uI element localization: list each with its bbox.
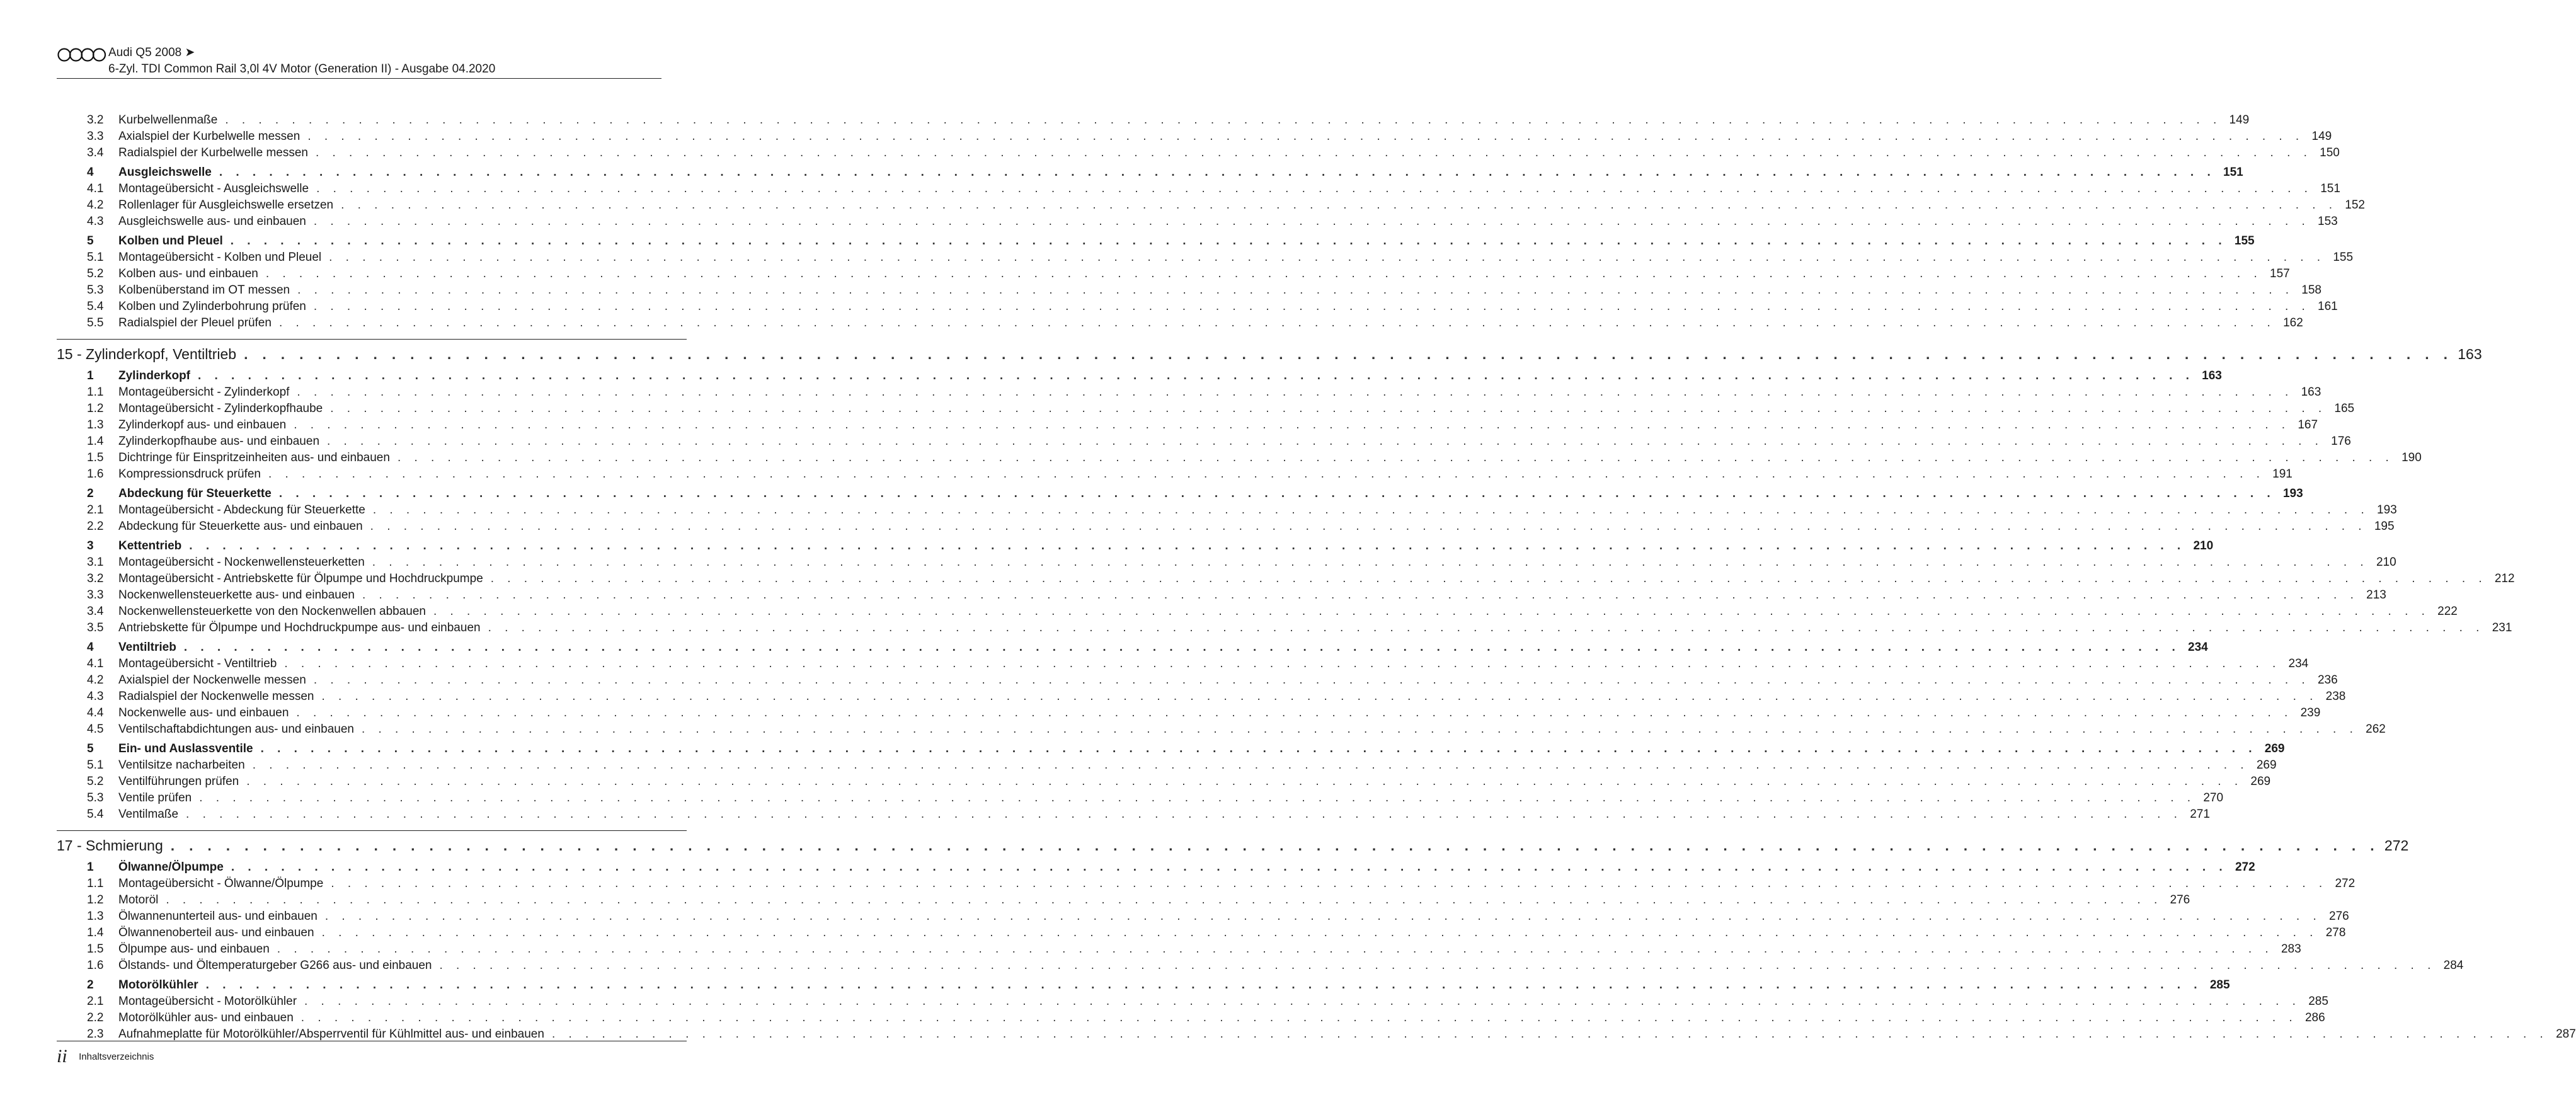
toc-leader-dots: . . . . . . . . . . . . . . . . . . . . . . . . . . . . . . . . . . . . . . . . . . . . . . . . . . . . . . . . . . . . . . . . . . . . . . . . . . . . . . . . . . . . . . . . . . . . . . . . . . . . . . . . . . . . . . . . . . . . . . . .	[265, 267, 2262, 280]
toc-page-number: 163	[2202, 369, 2222, 382]
toc-title: Radialspiel der Nockenwelle messen	[118, 690, 314, 703]
toc-title: Zylinderkopf	[118, 369, 191, 382]
toc-entry[interactable]	[57, 941, 2301, 958]
toc-title: Abdeckung für Steuerkette aus- und einbauen	[118, 520, 363, 533]
toc-number: 5.1	[87, 251, 104, 264]
toc-leader-dots: . . . . . . . . . . . . . . . . . . . . . . . . . . . . . . . . . . . . . . . . . . . . . . . . . . . . . . . . . . . . . . . . . . . . . . . . . . . . . . . . . . . . . . . . . . . . . . . . . . . . . . . . . . . . . . . . . . . . . . . .	[225, 113, 2222, 127]
toc-leader-dots: . . . . . . . . . . . . . . . . . . . . . . . . . . . . . . . . . . . . . . . . . . . . . . . . . . . . . . . . . . . . . . . . . . . . . . . . . . . . . . . . . . . . . . . . . . . . . . . . . . . . . . . . . . . . . . . . . . . . . . . .	[307, 130, 2304, 143]
toc-leader-dots: . . . . . . . . . . . . . . . . . . . . . . . . . . . . . . . . . . . . . . . . . . . . . . . . . . . . . . . . . . . . . . . . . . . . . . . . . . . . . . . . . . . . . . . . . . . . . . . . . . . . . . . . . . . . . . . . . . . . . . . .	[219, 166, 2216, 179]
toc-number: 4	[87, 166, 94, 179]
toc-page-number: 271	[2190, 808, 2210, 821]
toc-title: Kolben und Zylinderbohrung prüfen	[118, 300, 306, 313]
toc-entry[interactable]	[57, 249, 2354, 266]
toc-title: Nockenwellensteuerkette aus- und einbauen	[118, 588, 355, 602]
toc-leader-dots: . . . . . . . . . . . . . . . . . . . . . . . . . . . . . . . . . . . . . . . . . . . . . . . . . . . . . . . . . . . . . . . . . . . . . . . . . . . . . . . . . . . . . . . . . . . . . . . . . . . . . . . . . . . . . . . . . . . . . . . .	[321, 926, 2318, 939]
toc-entry[interactable]	[57, 466, 2293, 483]
toc-title: Ausgleichswelle	[118, 166, 212, 179]
toc-title: Motorölkühler aus- und einbauen	[118, 1011, 294, 1024]
audi-rings-icon	[57, 47, 107, 62]
toc-leader-dots: . . . . . . . . . . . . . . . . . . . . . . . . . . . . . . . . . . . . . . . . . . . . . . . . . . . . . . . . . . . . . . . . . . . . . . . . . . . . . . . . . . . . . . . . . . . . . . . . . . . . . . . . . . . . . . . . . . . . . . . .	[297, 386, 2294, 399]
toc-entry[interactable]	[57, 571, 2515, 587]
table-of-contents	[57, 112, 2576, 1043]
toc-page-number: 236	[2317, 673, 2338, 687]
toc-leader-dots: . . . . . . . . . . . . . . . . . . . . . . . . . . . . . . . . . . . . . . . . . . . . . . . . . . . . . . . . . . . . . . . . . . . . . . . . . . . . . . . . . . . . . . . . . . . . . . . . . . . . . . . . . . . . . . . . . . . . . . . .	[341, 198, 2337, 212]
toc-title: Montageübersicht - Ventiltrieb	[118, 657, 277, 670]
toc-title: Kompressionsdruck prüfen	[118, 467, 261, 481]
toc-leader-dots: . . . . . . . . . . . . . . . . . . . . . . . . . . . . . . . . . . . . . . . . . . . . . . . . . . . . . . . . . . . . . . . . . . . . . . . . . . . . . . . . . . . . . . . . . . . . . . . . . . . . . . . . . . . . . . . . . . . . . . . .	[278, 487, 2275, 500]
toc-entry[interactable]	[57, 908, 2349, 925]
toc-leader-dots: . . . . . . . . . . . . . . . . . . . . . . . . . . . . . . . . . . . . . . . . . . . . . . . . . . . . . . . . . . . . . . . . . . . . . . . . . . . . . . . . . . . . . . . . . . . . . . . . . . . . . . . . . . . . . . . . . . . . . . . .	[331, 877, 2328, 890]
toc-number: 5	[87, 234, 94, 248]
toc-section[interactable]	[57, 639, 2208, 656]
toc-page-number: 195	[2374, 520, 2395, 533]
toc-title: Ölpumpe aus- und einbauen	[118, 942, 270, 956]
toc-number: 1.4	[87, 435, 104, 448]
toc-page-number: 191	[2272, 467, 2293, 481]
toc-leader-dots: . . . . . . . . . . . . . . . . . . . . . . . . . . . . . . . . . . . . . . . . . . . . . . . . . . . . . . . . . . . . . . . . . . . . . . . . . . . . . . . . . . . . . . . . . . . . . . . . . . . . . . . . . . . . . . . . . . . . . . . .	[433, 605, 2430, 618]
toc-title: Montageübersicht - Abdeckung für Steuerkette	[118, 503, 365, 517]
toc-leader-dots: . . . . . . . . . . . . . . . . . . . . . . . . . . . . . . . . . . . . . . . . . . . . . . . . . . . . . . . . . . . . . . . . . . . . . . . . . . . . . . . . . . . . . . . . . . . . . . . . . . . . . . . . . . . . . . . . . . . . . . . .	[246, 775, 2243, 788]
toc-entry[interactable]	[57, 993, 2328, 1010]
footer-label: Inhaltsverzeichnis	[79, 1051, 154, 1062]
toc-leader-dots: . . . . . . . . . . . . . . . . . . . . . . . . . . . . . . . . . . . . . . . . . . . . . . . . . . . . . . . . . . . . . . . . . . . . . . . . . . . . . . . . . . . . . . . . . . . . . . . . . . . . . . . . . . . . . . . . . . . . . . . .	[362, 588, 2359, 602]
toc-leader-dots: . . . . . . . . . . . . . . . . . . . . . . . . . . . . . . . . . . . . . . . . . . . . . . . . . . . . . . . . . . . . . . . . . . . . . . . . . . . . . . . . . . . . . . . . . . . . . . . . . . . . . . . . . . . . . . . . . . . . . . . .	[372, 556, 2369, 569]
toc-title: Axialspiel der Nockenwelle messen	[118, 673, 306, 687]
toc-title: Dichtringe für Einspritzeinheiten aus- und einbauen	[118, 451, 390, 464]
toc-title: Montageübersicht - Motorölkühler	[118, 995, 297, 1008]
toc-title: Montageübersicht - Kolben und Pleuel	[118, 251, 322, 264]
toc-leader-dots: . . . . . . . . . . . . . . . . . . . . . . . . . . . . . . . . . . . . . . . . . . . . . . . . . . . . . . . . . . . . . . . . . . . . . . . . . . . . . . . . . . . . . . . . . . . . . . . . . . . . . . . . . . . . . . . . . . . . . . . .	[297, 283, 2294, 297]
toc-number: 2.3	[87, 1028, 104, 1041]
toc-page-number: 238	[2325, 690, 2346, 703]
toc-entry[interactable]	[57, 620, 2512, 636]
toc-page-number: 155	[2333, 251, 2354, 264]
toc-title: Ausgleichswelle aus- und einbauen	[118, 215, 306, 228]
toc-entry[interactable]	[57, 214, 2338, 230]
toc-page-number: 283	[2281, 942, 2301, 956]
toc-page-number: 286	[2304, 1011, 2325, 1024]
toc-title: Motorölkühler	[118, 978, 198, 992]
toc-page-number: 157	[2270, 267, 2290, 280]
toc-leader-dots: . . . . . . . . . . . . . . . . . . . . . . . . . . . . . . . . . . . . . . . . . . . . . . . . . . . . . . . . . . . . . . . . . . . . . . . . . . . . . . . . . . . . . . . . . . . . . . . . . . . . . . . . . . . . . . . . . . . . . . . .	[252, 759, 2249, 772]
toc-number: 1.6	[87, 959, 104, 972]
toc-title: Ventilführungen prüfen	[118, 775, 239, 788]
toc-title: Ein- und Auslassventile	[118, 742, 253, 755]
header-rule	[57, 78, 661, 79]
toc-number: 2.2	[87, 1011, 104, 1024]
toc-entry[interactable]	[57, 1010, 2325, 1026]
toc-title: Kolben aus- und einbauen	[118, 267, 258, 280]
toc-entry[interactable]	[57, 518, 2395, 535]
toc-title: Ölwannenoberteil aus- und einbauen	[118, 926, 314, 939]
toc-leader-dots: . . . . . . . . . . . . . . . . . . . . . . . . . . . . . . . . . . . . . . . . . . . . . . . . . . . . . . . . . . . . . . . . . . . . . . . . . . . . . . . . . . . . . . . . . . . . . . . . . . . . . . . . . . . . . . . . . . . . . . . .	[231, 861, 2228, 874]
toc-title: Montageübersicht - Antriebskette für Ölpumpe und Hochdruckpumpe	[118, 572, 483, 585]
toc-leader-dots: . . . . . . . . . . . . . . . . . . . . . . . . . . . . . . . . . . . . . . . . . . . . . . . . . . . . . . . . . . . . . . . . . . . . . . . . . . . . . . . . . . . . . . . . . . . . . . . . . . . . . . . . . . . . . . . . . . . . . . . .	[304, 995, 2301, 1008]
toc-page-number: 193	[2282, 487, 2303, 500]
toc-entry[interactable]	[57, 417, 2318, 433]
toc-title: Montageübersicht - Ausgleichswelle	[118, 182, 309, 195]
toc-title: Montageübersicht - Zylinderkopf	[118, 386, 290, 399]
toc-page-number: 193	[2377, 503, 2397, 517]
toc-leader-dots: . . . . . . . . . . . . . . . . . . . . . . . . . . . . . . . . . . . . . . . . . . . . . . . . . . . . . . . . . . . . . . . . . . . . . . . . . . . . . . . . . . . . . . . . . . . . . . . . . . . . . . . . . . . . . . . . . . . . . . . .	[260, 742, 2257, 755]
toc-leader-dots: . . . . . . . . . . . . . . . . . . . . . . . . . . . . . . . . . . . . . . . . . . . . . . . . . . . . . . . . . . . . . . . . . . . . . . . . . . . . . . . . . . . . . . . . . . . . . . . . . . . . . . . . . . . . . . . . . . . . . . . .	[198, 369, 2194, 382]
toc-chapter[interactable]	[57, 830, 2409, 856]
toc-title: Montageübersicht - Zylinderkopfhaube	[118, 402, 323, 415]
header-engine: 6-Zyl. TDI Common Rail 3,0l 4V Motor (Generation II) - Ausgabe 04.2020	[108, 62, 496, 76]
toc-leader-dots: . . . . . . . . . . . . . . . . . . . . . . . . . . . . . . . . . . . . . . . . . . . . . . . . . . . . . . . . . . . . . . . . . . . . . . . . . . . . . . . . . . . . . . . . . . . . . . . . . . . . . . . . . . . . . . . . . . . . . . . .	[230, 234, 2227, 248]
toc-title: Rollenlager für Ausgleichswelle ersetzen	[118, 198, 334, 212]
toc-leader-dots: . . . . . . . . . . . . . . . . . . . . . . . . . . . . . . . . . . . . . . . . . . . . . . . . . . . . . . . . . . . . . . . . . . . . . . . . . . . . . . . . . . . . . . . . . . . . . . . . . . . . . . . . . . . . . . . . . . . . . . . .	[170, 837, 2379, 854]
footer-page-number: ii	[57, 1046, 67, 1067]
toc-page-number: 210	[2376, 556, 2396, 569]
toc-title: Motoröl	[118, 893, 159, 907]
toc-page-number: 151	[2223, 166, 2243, 179]
toc-entry[interactable]	[57, 806, 2210, 823]
toc-number: 3	[87, 539, 94, 552]
toc-title: Antriebskette für Ölpumpe und Hochdruckpumpe aus- und einbauen	[118, 621, 481, 634]
toc-page-number: 262	[2366, 723, 2386, 736]
toc-number: 5.5	[87, 316, 104, 329]
toc-leader-dots: . . . . . . . . . . . . . . . . . . . . . . . . . . . . . . . . . . . . . . . . . . . . . . . . . . . . . . . . . . . . . . . . . . . . . . . . . . . . . . . . . . . . . . . . . . . . . . . . . . . . . . . . . . . . . . . . . . . . . . . .	[313, 300, 2310, 313]
toc-entry[interactable]	[57, 384, 2321, 401]
toc-leader-dots: . . . . . . . . . . . . . . . . . . . . . . . . . . . . . . . . . . . . . . . . . . . . . . . . . . . . . . . . . . . . . . . . . . . . . . . . . . . . . . . . . . . . . . . . . . . . . . . . . . . . . . . . . . . . . . . . . . . . . . . .	[199, 791, 2196, 804]
toc-page-number: 210	[2193, 539, 2214, 552]
toc-entry[interactable]	[57, 181, 2340, 197]
toc-title: Abdeckung für Steuerkette	[118, 487, 272, 500]
toc-title: Kurbelwellenmaße	[118, 113, 218, 127]
toc-leader-dots: . . . . . . . . . . . . . . . . . . . . . . . . . . . . . . . . . . . . . . . . . . . . . . . . . . . . . . . . . . . . . . . . . . . . . . . . . . . . . . . . . . . . . . . . . . . . . . . . . . . . . . . . . . . . . . . . . . . . . . . .	[205, 978, 2202, 992]
toc-title: Ventile prüfen	[118, 791, 192, 804]
toc-leader-dots: . . . . . . . . . . . . . . . . . . . . . . . . . . . . . . . . . . . . . . . . . . . . . . . . . . . . . . . . . . . . . . . . . . . . . . . . . . . . . . . . . . . . . . . . . . . . . . . . . . . . . . . . . . . . . . . . . . . . . . . .	[296, 706, 2293, 719]
toc-leader-dots: . . . . . . . . . . . . . . . . . . . . . . . . . . . . . . . . . . . . . . . . . . . . . . . . . . . . . . . . . . . . . . . . . . . . . . . . . . . . . . . . . . . . . . . . . . . . . . . . . . . . . . . . . . . . . . . . . . . . . . . .	[301, 1011, 2298, 1024]
toc-entry[interactable]	[57, 129, 2332, 145]
toc-page-number: 234	[2288, 657, 2309, 670]
toc-number: 1.1	[87, 877, 104, 890]
toc-number: 4.3	[87, 215, 104, 228]
toc-page-number: 239	[2300, 706, 2321, 719]
toc-number: 4.3	[87, 690, 104, 703]
toc-page-number: 285	[2308, 995, 2328, 1008]
toc-number: 1.6	[87, 467, 104, 481]
toc-leader-dots: . . . . . . . . . . . . . . . . . . . . . . . . . . . . . . . . . . . . . . . . . . . . . . . . . . . . . . . . . . . . . . . . . . . . . . . . . . . . . . . . . . . . . . . . . . . . . . . . . . . . . . . . . . . . . . . . . . . . . . . .	[268, 467, 2265, 481]
toc-page-number: 269	[2250, 775, 2271, 788]
toc-entry[interactable]	[57, 554, 2396, 571]
toc-number: 4.4	[87, 706, 104, 719]
toc-leader-dots: . . . . . . . . . . . . . . . . . . . . . . . . . . . . . . . . . . . . . . . . . . . . . . . . . . . . . . . . . . . . . . . . . . . . . . . . . . . . . . . . . . . . . . . . . . . . . . . . . . . . . . . . . . . . . . . . . . . . . . . .	[439, 959, 2436, 972]
toc-title: Radialspiel der Kurbelwelle messen	[118, 146, 308, 159]
toc-leader-dots: . . . . . . . . . . . . . . . . . . . . . . . . . . . . . . . . . . . . . . . . . . . . . . . . . . . . . . . . . . . . . . . . . . . . . . . . . . . . . . . . . . . . . . . . . . . . . . . . . . . . . . . . . . . . . . . . . . . . . . . .	[372, 503, 2369, 517]
toc-page-number: 287	[2556, 1028, 2576, 1041]
toc-page-number: 284	[2443, 959, 2464, 972]
toc-number: 4.2	[87, 198, 104, 212]
toc-entry[interactable]	[57, 721, 2386, 738]
toc-section[interactable]	[57, 164, 2243, 181]
toc-page-number: 150	[2320, 146, 2340, 159]
toc-leader-dots: . . . . . . . . . . . . . . . . . . . . . . . . . . . . . . . . . . . . . . . . . . . . . . . . . . . . . . . . . . . . . . . . . . . . . . . . . . . . . . . . . . . . . . . . . . . . . . . . . . . . . . . . . . . . . . . . . . . . . . . .	[313, 673, 2310, 687]
toc-number: 2	[87, 487, 94, 500]
toc-entry[interactable]	[57, 145, 2340, 161]
toc-page-number: 149	[2311, 130, 2332, 143]
toc-entry[interactable]	[57, 958, 2464, 974]
toc-section[interactable]	[57, 486, 2303, 502]
toc-number: 3.4	[87, 146, 104, 159]
toc-number: 4.1	[87, 182, 104, 195]
toc-section[interactable]	[57, 233, 2255, 249]
toc-leader-dots: . . . . . . . . . . . . . . . . . . . . . . . . . . . . . . . . . . . . . . . . . . . . . . . . . . . . . . . . . . . . . . . . . . . . . . . . . . . . . . . . . . . . . . . . . . . . . . . . . . . . . . . . . . . . . . . . . . . . . . . .	[186, 808, 2182, 821]
toc-number: 2	[87, 978, 94, 992]
toc-leader-dots: . . . . . . . . . . . . . . . . . . . . . . . . . . . . . . . . . . . . . . . . . . . . . . . . . . . . . . . . . . . . . . . . . . . . . . . . . . . . . . . . . . . . . . . . . . . . . . . . . . . . . . . . . . . . . . . . . . . . . . . .	[277, 942, 2274, 956]
toc-page-number: 155	[2234, 234, 2255, 248]
toc-entry[interactable]	[57, 450, 2422, 466]
toc-section[interactable]	[57, 977, 2230, 993]
toc-section[interactable]	[57, 368, 2222, 384]
toc-title: Zylinderkopfhaube aus- und einbauen	[118, 435, 320, 448]
toc-entry[interactable]	[57, 774, 2271, 790]
toc-number: 5	[87, 742, 94, 755]
toc-leader-dots: . . . . . . . . . . . . . . . . . . . . . . . . . . . . . . . . . . . . . . . . . . . . . . . . . . . . . . . . . . . . . . . . . . . . . . . . . . . . . . . . . . . . . . . . . . . . . . . . . . . . . . . . . . . . . . . . . . . . . . . .	[324, 910, 2321, 923]
toc-page-number: 270	[2203, 791, 2224, 804]
toc-page-number: 278	[2325, 926, 2346, 939]
toc-page-number: 167	[2298, 418, 2318, 432]
toc-entry[interactable]	[57, 604, 2458, 620]
toc-section[interactable]	[57, 741, 2285, 757]
toc-page-number: 272	[2335, 877, 2356, 890]
toc-leader-dots: . . . . . . . . . . . . . . . . . . . . . . . . . . . . . . . . . . . . . . . . . . . . . . . . . . . . . . . . . . . . . . . . . . . . . . . . . . . . . . . . . . . . . . . . . . . . . . . . . . . . . . . . . . . . . . . . . . . . . . . .	[316, 146, 2312, 159]
toc-number: 5.2	[87, 775, 104, 788]
toc-page-number: 222	[2437, 605, 2458, 618]
toc-title: Ölwannenunterteil aus- und einbauen	[118, 910, 318, 923]
toc-title: Kolbenüberstand im OT messen	[118, 283, 290, 297]
toc-number: 1	[87, 861, 94, 874]
toc-page-number: 269	[2256, 759, 2277, 772]
page-footer	[57, 1046, 154, 1067]
toc-title: Nockenwelle aus- und einbauen	[118, 706, 289, 719]
toc-page-number: 158	[2301, 283, 2321, 297]
toc-number: 4.5	[87, 723, 104, 736]
toc-entry[interactable]	[57, 282, 2321, 299]
toc-entry[interactable]	[57, 112, 2250, 129]
toc-number: 5.4	[87, 808, 104, 821]
toc-title: Axialspiel der Kurbelwelle messen	[118, 130, 301, 143]
toc-title: Montageübersicht - Nockenwellensteuerketten	[118, 556, 365, 569]
toc-number: 2.2	[87, 520, 104, 533]
toc-entry[interactable]	[57, 925, 2346, 941]
toc-number: 4.1	[87, 657, 104, 670]
toc-number: 3.2	[87, 572, 104, 585]
toc-title: Aufnahmeplatte für Motorölkühler/Absperrventil für Kühlmittel aus- und einbauen	[118, 1028, 544, 1041]
toc-number: 1.1	[87, 386, 104, 399]
toc-title: Kettentrieb	[118, 539, 182, 552]
toc-page-number: 276	[2170, 893, 2190, 907]
toc-title: Nockenwellensteuerkette von den Nockenwellen abbauen	[118, 605, 426, 618]
toc-leader-dots: . . . . . . . . . . . . . . . . . . . . . . . . . . . . . . . . . . . . . . . . . . . . . . . . . . . . . . . . . . . . . . . . . . . . . . . . . . . . . . . . . . . . . . . . . . . . . . . . . . . . . . . . . . . . . . . . . . . . . . . .	[284, 657, 2281, 670]
toc-leader-dots: . . . . . . . . . . . . . . . . . . . . . . . . . . . . . . . . . . . . . . . . . . . . . . . . . . . . . . . . . . . . . . . . . . . . . . . . . . . . . . . . . . . . . . . . . . . . . . . . . . . . . . . . . . . . . . . . . . . . . . . .	[327, 435, 2323, 448]
toc-page-number: 153	[2318, 215, 2338, 228]
toc-leader-dots: . . . . . . . . . . . . . . . . . . . . . . . . . . . . . . . . . . . . . . . . . . . . . . . . . . . . . . . . . . . . . . . . . . . . . . . . . . . . . . . . . . . . . . . . . . . . . . . . . . . . . . . . . . . . . . . . . . . . . . . .	[321, 690, 2318, 703]
toc-number: 1.4	[87, 926, 104, 939]
toc-leader-dots: . . . . . . . . . . . . . . . . . . . . . . . . . . . . . . . . . . . . . . . . . . . . . . . . . . . . . . . . . . . . . . . . . . . . . . . . . . . . . . . . . . . . . . . . . . . . . . . . . . . . . . . . . . . . . . . . . . . . . . . .	[329, 251, 2326, 264]
toc-number: 4	[87, 641, 94, 654]
toc-number: 5.1	[87, 759, 104, 772]
toc-number: 5.4	[87, 300, 104, 313]
toc-title: Ventilschaftabdichtungen aus- und einbauen	[118, 723, 354, 736]
toc-section[interactable]	[57, 538, 2214, 554]
toc-number: 1.5	[87, 942, 104, 956]
toc-leader-dots: . . . . . . . . . . . . . . . . . . . . . . . . . . . . . . . . . . . . . . . . . . . . . . . . . . . . . . . . . . . . . . . . . . . . . . . . . . . . . . . . . . . . . . . . . . . . . . . . . . . . . . . . . . . . . . . . . . . . . . . .	[278, 316, 2275, 329]
toc-page-number: 151	[2320, 182, 2340, 195]
toc-title: 15 - Zylinderkopf, Ventiltrieb	[57, 346, 237, 362]
toc-page-number: 212	[2494, 572, 2515, 585]
toc-page-number: 161	[2318, 300, 2338, 313]
toc-leader-dots: . . . . . . . . . . . . . . . . . . . . . . . . . . . . . . . . . . . . . . . . . . . . . . . . . . . . . . . . . . . . . . . . . . . . . . . . . . . . . . . . . . . . . . . . . . . . . . . . . . . . . . . . . . . . . . . . . . . . . . . .	[370, 520, 2367, 533]
toc-title: Ventilsitze nacharbeiten	[118, 759, 245, 772]
toc-number: 1.3	[87, 910, 104, 923]
toc-entry[interactable]	[57, 401, 2355, 417]
toc-number: 2.1	[87, 503, 104, 517]
toc-number: 3.1	[87, 556, 104, 569]
toc-page-number: 152	[2345, 198, 2365, 212]
toc-title: Ventiltrieb	[118, 641, 176, 654]
toc-page-number: 276	[2329, 910, 2349, 923]
toc-number: 5.3	[87, 283, 104, 297]
toc-page-number: 269	[2264, 742, 2285, 755]
toc-page-number: 213	[2366, 588, 2386, 602]
toc-entry[interactable]	[57, 587, 2386, 604]
toc-number: 1.5	[87, 451, 104, 464]
toc-section[interactable]	[57, 859, 2255, 876]
toc-entry[interactable]	[57, 672, 2338, 689]
toc-entry[interactable]	[57, 757, 2277, 774]
header-vehicle: Audi Q5 2008 ➤	[108, 46, 195, 59]
toc-leader-dots: . . . . . . . . . . . . . . . . . . . . . . . . . . . . . . . . . . . . . . . . . . . . . . . . . . . . . . . . . . . . . . . . . . . . . . . . . . . . . . . . . . . . . . . . . . . . . . . . . . . . . . . . . . . . . . . . . . . . . . . .	[294, 418, 2291, 432]
toc-number: 1.3	[87, 418, 104, 432]
toc-page-number: 285	[2209, 978, 2230, 992]
toc-page-number: 149	[2229, 113, 2250, 127]
toc-leader-dots: . . . . . . . . . . . . . . . . . . . . . . . . . . . . . . . . . . . . . . . . . . . . . . . . . . . . . . . . . . . . . . . . . . . . . . . . . . . . . . . . . . . . . . . . . . . . . . . . . . . . . . . . . . . . . . . . . . . . . . . .	[361, 723, 2358, 736]
toc-entry[interactable]	[57, 876, 2356, 892]
toc-leader-dots: . . . . . . . . . . . . . . . . . . . . . . . . . . . . . . . . . . . . . . . . . . . . . . . . . . . . . . . . . . . . . . . . . . . . . . . . . . . . . . . . . . . . . . . . . . . . . . . . . . . . . . . . . . . . . . . . . . . . . . . .	[244, 346, 2453, 362]
toc-number: 5.2	[87, 267, 104, 280]
toc-entry[interactable]	[57, 892, 2190, 908]
toc-page-number: 234	[2188, 641, 2208, 654]
toc-page-number: 176	[2331, 435, 2351, 448]
toc-leader-dots: . . . . . . . . . . . . . . . . . . . . . . . . . . . . . . . . . . . . . . . . . . . . . . . . . . . . . . . . . . . . . . . . . . . . . . . . . . . . . . . . . . . . . . . . . . . . . . . . . . . . . . . . . . . . . . . . . . . . . . . .	[330, 402, 2327, 415]
toc-number: 2.1	[87, 995, 104, 1008]
toc-title: Ventilmaße	[118, 808, 179, 821]
toc-page-number: 163	[2458, 346, 2482, 362]
toc-page-number: 163	[2301, 386, 2321, 399]
toc-entry[interactable]	[57, 266, 2290, 282]
toc-entry[interactable]	[57, 790, 2224, 806]
toc-leader-dots: . . . . . . . . . . . . . . . . . . . . . . . . . . . . . . . . . . . . . . . . . . . . . . . . . . . . . . . . . . . . . . . . . . . . . . . . . . . . . . . . . . . . . . . . . . . . . . . . . . . . . . . . . . . . . . . . . . . . . . . .	[490, 572, 2487, 585]
toc-page-number: 272	[2384, 837, 2409, 854]
toc-leader-dots: . . . . . . . . . . . . . . . . . . . . . . . . . . . . . . . . . . . . . . . . . . . . . . . . . . . . . . . . . . . . . . . . . . . . . . . . . . . . . . . . . . . . . . . . . . . . . . . . . . . . . . . . . . . . . . . . . . . . . . . .	[189, 539, 2186, 552]
toc-title: Radialspiel der Pleuel prüfen	[118, 316, 272, 329]
toc-entry[interactable]	[57, 433, 2351, 450]
toc-title: Kolben und Pleuel	[118, 234, 223, 248]
toc-entry[interactable]	[57, 689, 2346, 705]
toc-leader-dots: . . . . . . . . . . . . . . . . . . . . . . . . . . . . . . . . . . . . . . . . . . . . . . . . . . . . . . . . . . . . . . . . . . . . . . . . . . . . . . . . . . . . . . . . . . . . . . . . . . . . . . . . . . . . . . . . . . . . . . . .	[397, 451, 2394, 464]
toc-number: 4.2	[87, 673, 104, 687]
toc-page-number: 190	[2401, 451, 2422, 464]
toc-leader-dots: . . . . . . . . . . . . . . . . . . . . . . . . . . . . . . . . . . . . . . . . . . . . . . . . . . . . . . . . . . . . . . . . . . . . . . . . . . . . . . . . . . . . . . . . . . . . . . . . . . . . . . . . . . . . . . . . . . . . . . . .	[488, 621, 2485, 634]
toc-number: 1	[87, 369, 94, 382]
toc-leader-dots: . . . . . . . . . . . . . . . . . . . . . . . . . . . . . . . . . . . . . . . . . . . . . . . . . . . . . . . . . . . . . . . . . . . . . . . . . . . . . . . . . . . . . . . . . . . . . . . . . . . . . . . . . . . . . . . . . . . . . . . .	[313, 215, 2310, 228]
toc-leader-dots: . . . . . . . . . . . . . . . . . . . . . . . . . . . . . . . . . . . . . . . . . . . . . . . . . . . . . . . . . . . . . . . . . . . . . . . . . . . . . . . . . . . . . . . . . . . . . . . . . . . . . . . . . . . . . . . . . . . . . . . .	[166, 893, 2163, 907]
toc-leader-dots: . . . . . . . . . . . . . . . . . . . . . . . . . . . . . . . . . . . . . . . . . . . . . . . . . . . . . . . . . . . . . . . . . . . . . . . . . . . . . . . . . . . . . . . . . . . . . . . . . . . . . . . . . . . . . . . . . . . . . . . .	[551, 1028, 2548, 1041]
toc-number: 5.3	[87, 791, 104, 804]
toc-leader-dots: . . . . . . . . . . . . . . . . . . . . . . . . . . . . . . . . . . . . . . . . . . . . . . . . . . . . . . . . . . . . . . . . . . . . . . . . . . . . . . . . . . . . . . . . . . . . . . . . . . . . . . . . . . . . . . . . . . . . . . . .	[183, 641, 2180, 654]
toc-entry[interactable]	[57, 299, 2338, 315]
toc-page-number: 231	[2492, 621, 2512, 634]
toc-title: Ölwanne/Ölpumpe	[118, 861, 224, 874]
toc-title: 17 - Schmierung	[57, 837, 163, 854]
toc-page-number: 165	[2334, 402, 2355, 415]
toc-title: Zylinderkopf aus- und einbauen	[118, 418, 287, 432]
toc-entry[interactable]	[57, 315, 2303, 331]
toc-chapter[interactable]	[57, 339, 2482, 365]
toc-page-number: 272	[2235, 861, 2255, 874]
toc-number: 3.3	[87, 130, 104, 143]
toc-entry[interactable]	[57, 656, 2309, 672]
toc-number: 3.2	[87, 113, 104, 127]
toc-number: 1.2	[87, 893, 104, 907]
toc-title: Montageübersicht - Ölwanne/Ölpumpe	[118, 877, 324, 890]
toc-number: 3.3	[87, 588, 104, 602]
toc-entry[interactable]	[57, 502, 2397, 518]
toc-number: 3.4	[87, 605, 104, 618]
toc-entry[interactable]	[57, 705, 2321, 721]
toc-page-number: 162	[2283, 316, 2303, 329]
toc-entry[interactable]	[57, 197, 2365, 214]
toc-title: Ölstands- und Öltemperaturgeber G266 aus- und einbauen	[118, 959, 432, 972]
toc-number: 1.2	[87, 402, 104, 415]
toc-number: 3.5	[87, 621, 104, 634]
toc-leader-dots: . . . . . . . . . . . . . . . . . . . . . . . . . . . . . . . . . . . . . . . . . . . . . . . . . . . . . . . . . . . . . . . . . . . . . . . . . . . . . . . . . . . . . . . . . . . . . . . . . . . . . . . . . . . . . . . . . . . . . . . .	[316, 182, 2313, 195]
